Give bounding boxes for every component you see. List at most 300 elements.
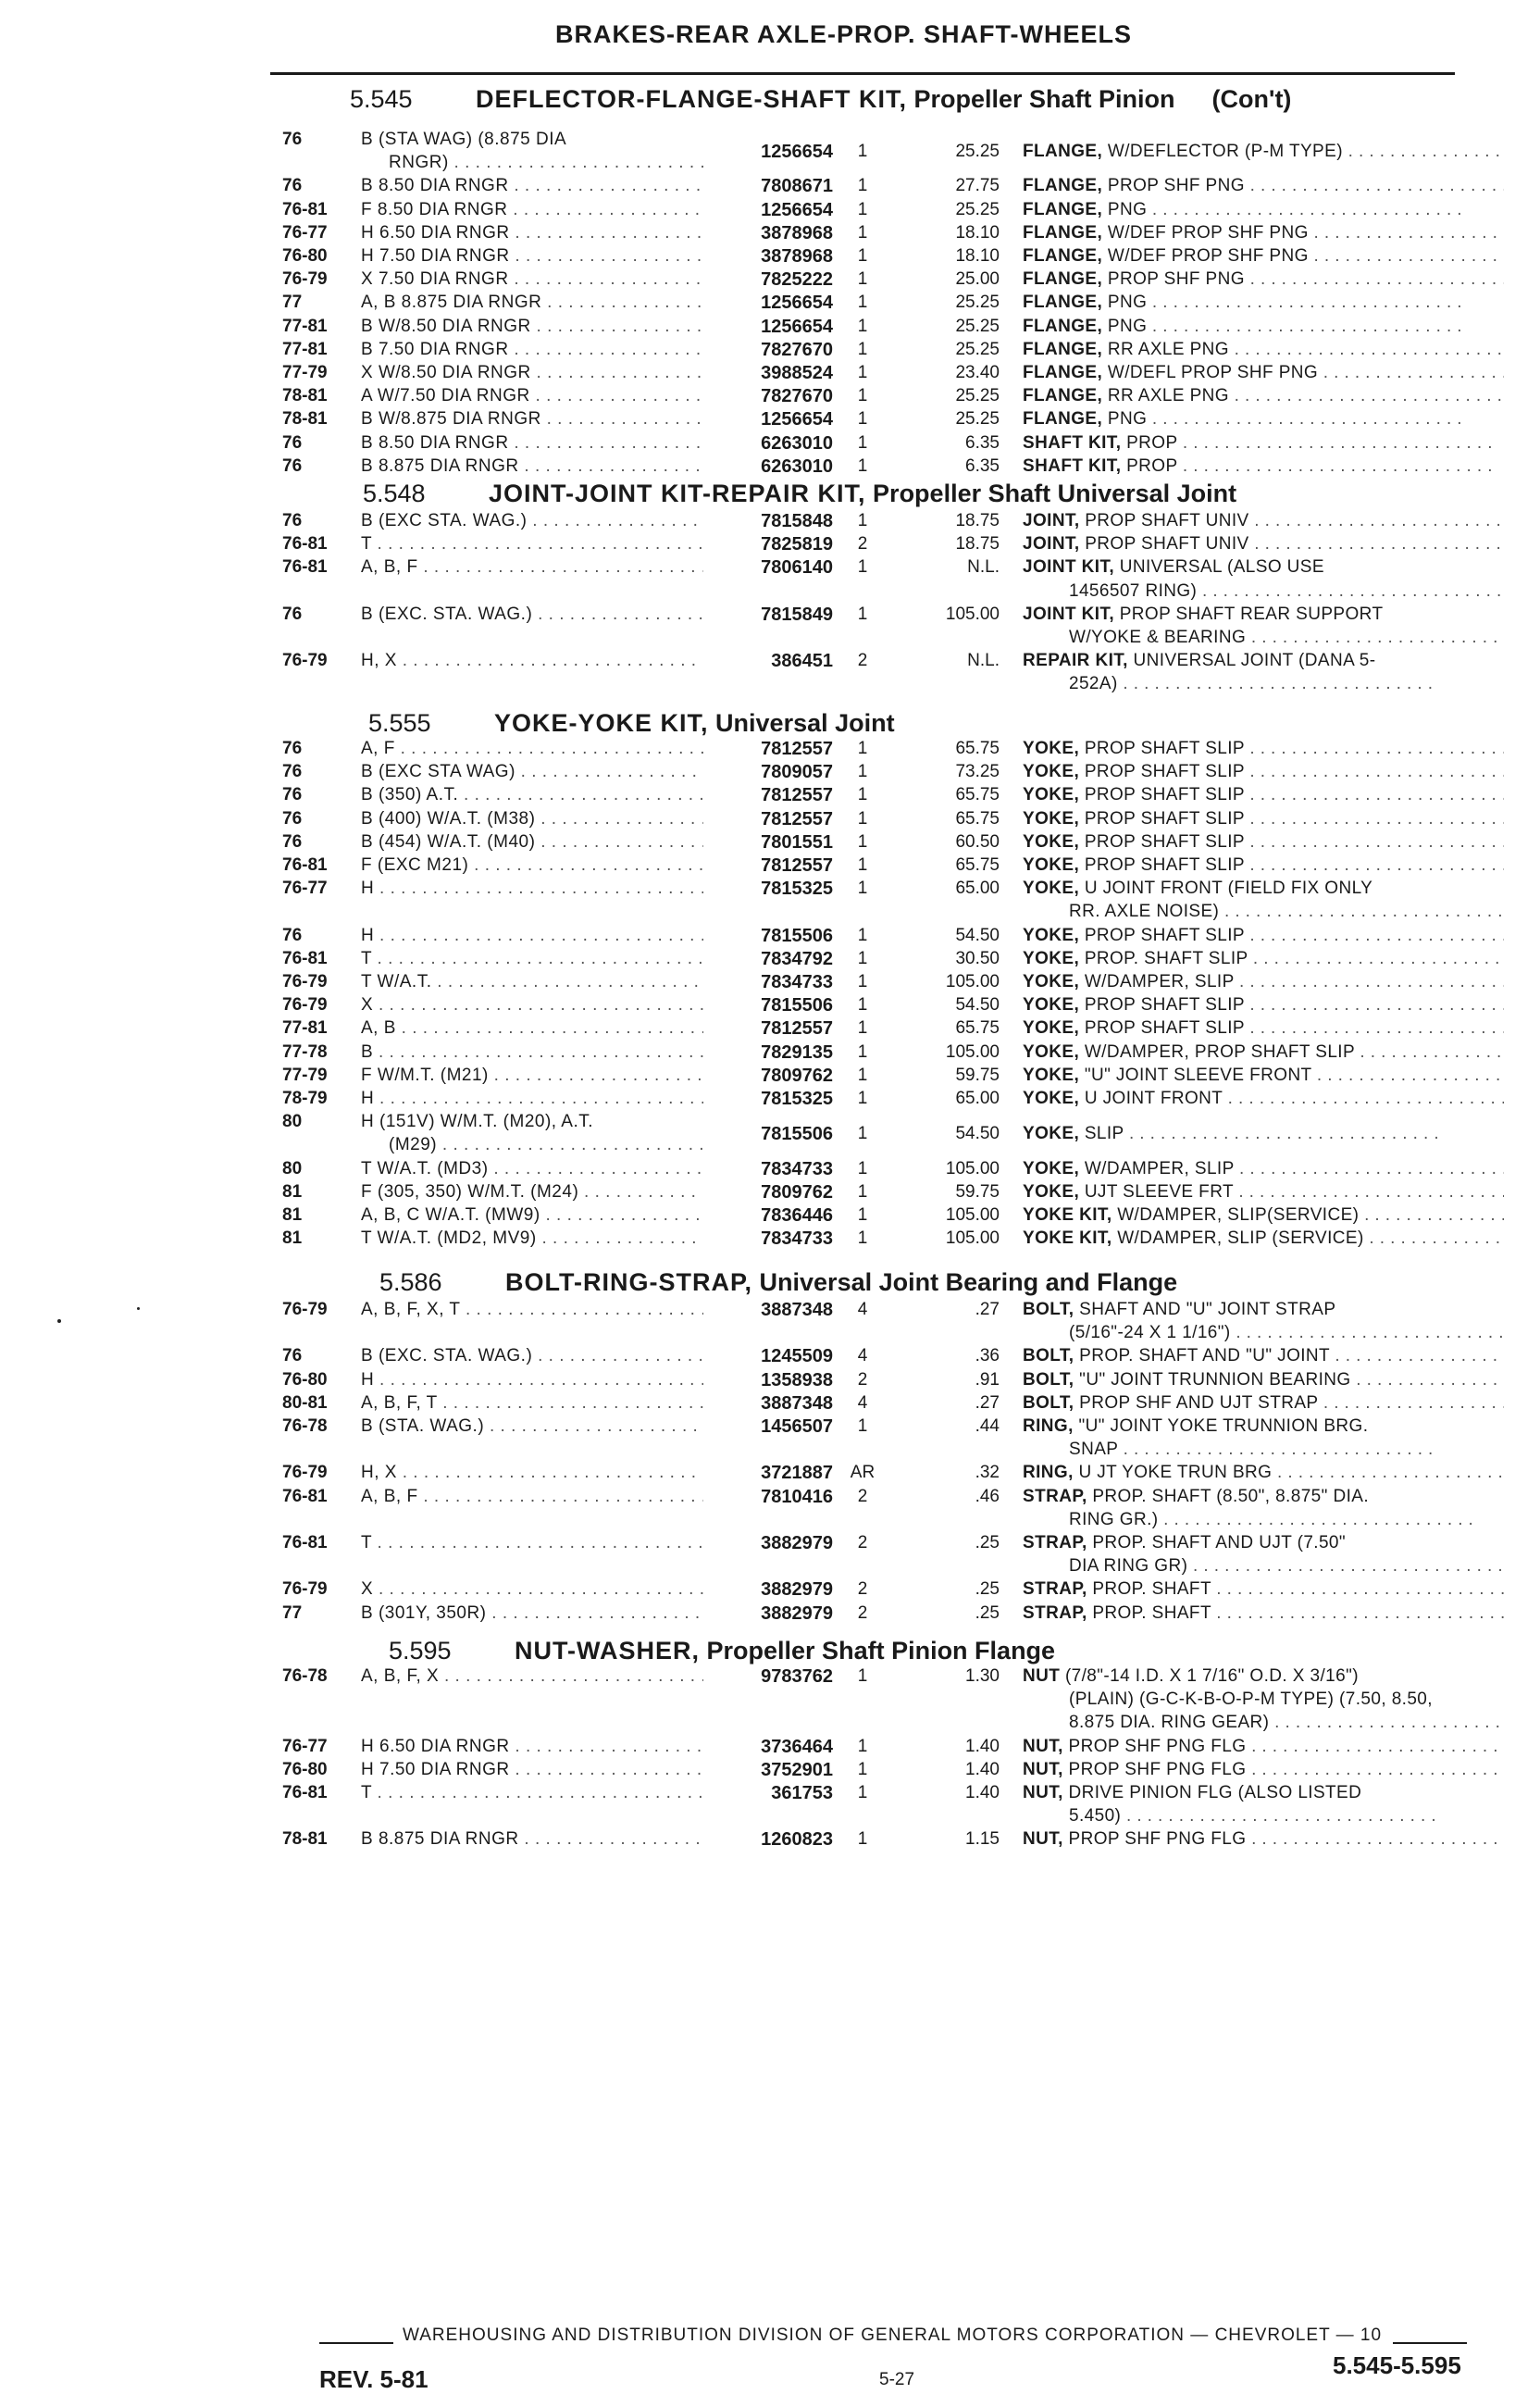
- item-keyword: JOINT KIT,: [1023, 557, 1115, 578]
- item-detail: PROP. SHAFT: [1092, 1579, 1211, 1600]
- part-number: 1256654: [761, 316, 833, 337]
- item-description: [1023, 1042, 1504, 1063]
- application: T . . .: [361, 949, 703, 969]
- quantity: 1: [857, 363, 868, 382]
- model-years: 76: [282, 925, 303, 945]
- part-number: 3882979: [761, 1533, 833, 1553]
- quantity: 1: [857, 222, 868, 243]
- item-description: [1023, 809, 1504, 829]
- quantity: 1: [857, 386, 868, 406]
- section-name: DEFLECTOR-FLANGE-SHAFT KIT,: [476, 85, 907, 113]
- table-row-continued: [0, 1690, 1540, 1712]
- part-number: 361753: [771, 1783, 833, 1803]
- price: 59.75: [955, 1065, 1000, 1085]
- item-description: [1023, 557, 1504, 578]
- item-detail: SHAFT AND "U" JOINT STRAP: [1079, 1300, 1336, 1319]
- section-number: 5.595: [389, 1637, 452, 1665]
- item-description: [1023, 1228, 1504, 1249]
- price: 54.50: [955, 995, 1000, 1016]
- price: N.L.: [967, 651, 1000, 671]
- model-years: 76-81: [282, 948, 328, 968]
- application: F W/M.T. (M21) . . .: [361, 1066, 703, 1086]
- model-years: 76: [282, 432, 303, 453]
- part-number: 1456507: [761, 1416, 833, 1437]
- quantity: 1: [857, 948, 868, 968]
- application: A W/7.50 DIA RNGR . . .: [361, 386, 703, 406]
- item-description: [1023, 1370, 1504, 1390]
- item-keyword: JOINT KIT,: [1023, 604, 1115, 624]
- item-detail-continued: W/YOKE & BEARING . . .: [1069, 628, 1504, 648]
- part-number: 1256654: [761, 293, 833, 314]
- item-detail: PROP SHAFT SLIP: [1084, 739, 1245, 758]
- price: .25: [975, 1602, 1000, 1623]
- quantity: 1: [857, 995, 868, 1016]
- quantity: 2: [857, 1369, 868, 1390]
- model-years: 78-81: [282, 409, 328, 430]
- footer-rule-left: [319, 2342, 393, 2344]
- table-row: [0, 200, 1540, 222]
- price: 25.25: [955, 199, 1000, 219]
- price: 25.25: [955, 141, 1000, 161]
- part-number: 7809762: [761, 1181, 833, 1203]
- price: 105.00: [945, 1205, 1000, 1225]
- table-row: [0, 1182, 1540, 1204]
- item-description: [1023, 1487, 1504, 1507]
- table-row: [0, 456, 1540, 479]
- quantity: 4: [857, 1346, 868, 1366]
- item-keyword: YOKE,: [1023, 1089, 1080, 1108]
- application: X 7.50 DIA RNGR . . .: [361, 269, 703, 290]
- quantity: 1: [857, 557, 868, 578]
- section-range: 5.545-5.595: [1333, 2351, 1461, 2379]
- table-row: [0, 1089, 1540, 1111]
- item-detail: W/DAMPER, SLIP: [1084, 972, 1235, 991]
- quantity: 1: [857, 879, 868, 899]
- quantity: 1: [857, 1158, 868, 1178]
- item-detail: PROP SHAFT SLIP: [1084, 925, 1245, 945]
- part-number: 7815325: [761, 879, 833, 900]
- section-description: Universal Joint: [715, 709, 895, 737]
- item-detail: PROP. SHAFT (8.50", 8.875" DIA.: [1092, 1486, 1370, 1506]
- part-number: 1245509: [761, 1346, 833, 1367]
- section-title: [350, 85, 1291, 114]
- part-number: 3882979: [761, 1579, 833, 1601]
- part-number: 6263010: [761, 432, 833, 454]
- table-row: [0, 1300, 1540, 1322]
- model-years: 76-81: [282, 855, 328, 875]
- price: .27: [975, 1300, 1000, 1319]
- quantity: 1: [857, 141, 868, 161]
- item-detail: PROP SHF AND UJT STRAP: [1079, 1392, 1319, 1413]
- scan-speck: [137, 1307, 140, 1310]
- item-detail: PROP SHAFT UNIV: [1085, 534, 1249, 555]
- application: A, B, F, X . . .: [361, 1666, 703, 1687]
- item-description: [1023, 1737, 1504, 1757]
- price: 27.75: [955, 176, 1000, 196]
- part-number: 3887348: [761, 1300, 833, 1320]
- item-description: [1023, 762, 1504, 782]
- table-row: [0, 1579, 1540, 1602]
- item-detail: PROP. SHAFT SLIP: [1084, 948, 1248, 968]
- price: .46: [975, 1486, 1000, 1506]
- application: T W/A.T. (MD3) . . .: [361, 1159, 703, 1179]
- quantity: 1: [857, 269, 868, 290]
- model-years: 76-79: [282, 995, 328, 1016]
- item-keyword: REPAIR KIT,: [1023, 651, 1128, 671]
- table-row: [0, 1042, 1540, 1065]
- application: B (STA. WAG.) . . .: [361, 1416, 703, 1437]
- table-row: [0, 926, 1540, 948]
- model-years: 76: [282, 739, 303, 758]
- price: 18.10: [955, 246, 1000, 266]
- item-detail: (7/8"-14 I.D. X 1 7/16" O.D. X 3/16"): [1064, 1666, 1359, 1686]
- quantity: 1: [857, 604, 868, 624]
- item-keyword: FLANGE,: [1023, 246, 1103, 266]
- table-row: [0, 1829, 1540, 1852]
- item-keyword: YOKE,: [1023, 739, 1080, 758]
- item-description: [1023, 1666, 1504, 1687]
- application: A, B . . .: [361, 1018, 703, 1039]
- item-description: [1023, 972, 1504, 992]
- price: .25: [975, 1579, 1000, 1600]
- application-continued: RNGR) . . .: [389, 153, 703, 173]
- item-keyword: FLANGE,: [1023, 269, 1103, 290]
- quantity: 1: [857, 1759, 868, 1779]
- price: 65.75: [955, 739, 1000, 758]
- item-keyword: FLANGE,: [1023, 363, 1103, 382]
- table-row: [0, 879, 1540, 901]
- application: B (EXC. STA. WAG.) . . .: [361, 1346, 703, 1366]
- application: X . . .: [361, 995, 703, 1016]
- application-continued: (M29) . . .: [389, 1135, 703, 1155]
- item-detail-continued: 1456507 RING) . . .: [1069, 581, 1504, 602]
- item-description: [1023, 200, 1504, 220]
- item-description: [1023, 651, 1504, 671]
- table-row: [0, 1205, 1540, 1228]
- application: A, B, F . . .: [361, 557, 703, 578]
- table-row: [0, 557, 1540, 580]
- price: 73.25: [955, 762, 1000, 782]
- item-keyword: FLANGE,: [1023, 199, 1103, 219]
- table-row: [0, 1416, 1540, 1439]
- item-keyword: YOKE,: [1023, 1123, 1080, 1143]
- item-keyword: YOKE,: [1023, 831, 1080, 852]
- price: 25.25: [955, 316, 1000, 336]
- part-number: 7834733: [761, 1228, 833, 1250]
- application: A, B, F . . .: [361, 1487, 703, 1507]
- section-name: NUT-WASHER,: [515, 1637, 700, 1665]
- item-keyword: RING,: [1023, 1463, 1074, 1483]
- item-description: [1023, 995, 1504, 1016]
- item-keyword: FLANGE,: [1023, 293, 1103, 313]
- quantity: 1: [857, 1089, 868, 1108]
- item-description: [1023, 317, 1504, 337]
- item-detail: W/DAMPER, SLIP (SERVICE): [1117, 1228, 1364, 1249]
- part-number: 7808671: [761, 176, 833, 197]
- item-keyword: BOLT,: [1023, 1392, 1074, 1413]
- item-detail: SLIP: [1084, 1123, 1124, 1143]
- item-detail-continued: 8.875 DIA. RING GEAR) . . .: [1069, 1713, 1504, 1733]
- quantity: 1: [857, 339, 868, 359]
- item-detail: DRIVE PINION FLG (ALSO LISTED: [1068, 1783, 1362, 1802]
- table-row: [0, 949, 1540, 971]
- price: 105.00: [945, 1228, 1000, 1249]
- item-keyword: STRAP,: [1023, 1579, 1087, 1600]
- price: 1.15: [965, 1829, 1000, 1850]
- price: 54.50: [955, 1123, 1000, 1143]
- model-years: 76: [282, 1346, 303, 1366]
- table-row: [0, 1018, 1540, 1041]
- item-description: [1023, 386, 1504, 406]
- model-years: 76: [282, 130, 303, 149]
- item-keyword: YOKE,: [1023, 1018, 1080, 1039]
- item-keyword: YOKE,: [1023, 1158, 1080, 1178]
- table-row: [0, 972, 1540, 994]
- model-years: 76-79: [282, 972, 328, 991]
- model-years: 76-81: [282, 557, 328, 578]
- quantity: 1: [857, 1065, 868, 1085]
- application: H 6.50 DIA RNGR . . .: [361, 1737, 703, 1757]
- model-years: 76: [282, 176, 303, 196]
- item-detail: UJT SLEEVE FRT: [1084, 1181, 1234, 1202]
- item-keyword: YOKE,: [1023, 762, 1080, 782]
- item-description: [1023, 1205, 1504, 1226]
- price: 25.00: [955, 269, 1000, 290]
- application: X . . .: [361, 1579, 703, 1600]
- table-row: [0, 605, 1540, 627]
- item-description: [1023, 1393, 1504, 1414]
- price: 1.40: [965, 1736, 1000, 1756]
- application: H . . .: [361, 879, 703, 899]
- section-description: Propeller Shaft Pinion Flange: [706, 1637, 1056, 1665]
- model-years: 76: [282, 604, 303, 624]
- quantity: 1: [857, 199, 868, 219]
- item-description: [1023, 785, 1504, 805]
- footer-rule-right: [1393, 2342, 1467, 2344]
- application: H 6.50 DIA RNGR . . .: [361, 223, 703, 243]
- price: 65.75: [955, 1018, 1000, 1039]
- item-detail-continued: (PLAIN) (G-C-K-B-O-P-M TYPE) (7.50, 8.50,: [1069, 1690, 1433, 1710]
- price: 60.50: [955, 831, 1000, 852]
- part-number: 7827670: [761, 386, 833, 407]
- part-number: 3887348: [761, 1392, 833, 1414]
- quantity: 1: [857, 1736, 868, 1756]
- item-detail: PROP SHAFT SLIP: [1084, 785, 1245, 805]
- table-row: [0, 1487, 1540, 1509]
- item-keyword: SHAFT KIT,: [1023, 455, 1122, 476]
- item-keyword: FLANGE,: [1023, 409, 1103, 430]
- model-years: 76: [282, 785, 303, 805]
- application: H, X . . .: [361, 1463, 703, 1483]
- quantity: 1: [857, 176, 868, 196]
- quantity: 1: [857, 1783, 868, 1802]
- application: H 7.50 DIA RNGR . . .: [361, 246, 703, 267]
- header-rule: [270, 72, 1455, 75]
- item-detail-continued: SNAP . . .: [1069, 1440, 1504, 1460]
- section-number: 5.586: [379, 1268, 442, 1296]
- item-detail: "U" JOINT TRUNNION BEARING: [1079, 1369, 1351, 1390]
- application: A, B, C W/A.T. (MW9) . . .: [361, 1205, 703, 1226]
- table-row: [0, 832, 1540, 854]
- section-title: [389, 1637, 1055, 1665]
- item-detail: UNIVERSAL JOINT (DANA 5-: [1133, 651, 1376, 671]
- section-number: 5.548: [363, 480, 426, 507]
- model-years: 76: [282, 511, 303, 530]
- price: N.L.: [967, 557, 1000, 578]
- application: B 7.50 DIA RNGR . . .: [361, 340, 703, 360]
- model-years: 80: [282, 1158, 303, 1178]
- model-years: 76: [282, 808, 303, 829]
- application: B W/8.50 DIA RNGR . . .: [361, 317, 703, 337]
- section-title: [368, 709, 895, 738]
- item-detail: W/DEF PROP SHF PNG: [1107, 222, 1309, 243]
- model-years: 77: [282, 1602, 303, 1623]
- item-detail-continued: RR. AXLE NOISE) . . .: [1069, 902, 1504, 922]
- table-row: [0, 1159, 1540, 1181]
- price: 65.75: [955, 855, 1000, 875]
- part-number: 386451: [771, 651, 833, 672]
- item-detail: PROP SHF PNG FLG: [1068, 1736, 1247, 1756]
- table-row: [0, 1463, 1540, 1485]
- part-number: 7834733: [761, 1158, 833, 1179]
- quantity: 1: [857, 831, 868, 852]
- quantity: 2: [857, 534, 868, 555]
- table-row: [0, 1112, 1540, 1144]
- part-number: 7815848: [761, 511, 833, 531]
- item-detail: W/DAMPER, SLIP(SERVICE): [1117, 1205, 1360, 1225]
- table-row: [0, 176, 1540, 198]
- item-detail-continued: RING GR.) . . .: [1069, 1510, 1504, 1530]
- model-years: 76: [282, 762, 303, 782]
- quantity: 1: [857, 972, 868, 991]
- application: A, B, F, T . . .: [361, 1393, 703, 1414]
- item-detail-continued: 5.450) . . .: [1069, 1806, 1504, 1827]
- application: H . . .: [361, 1089, 703, 1109]
- application: B (EXC STA. WAG.) . . .: [361, 511, 703, 531]
- part-number: 7812557: [761, 808, 833, 829]
- price: 65.75: [955, 808, 1000, 829]
- model-years: 76: [282, 831, 303, 852]
- part-number: 3736464: [761, 1736, 833, 1757]
- item-detail: PROP SHAFT SLIP: [1084, 808, 1245, 829]
- quantity: 1: [857, 925, 868, 945]
- item-description: [1023, 1300, 1504, 1320]
- table-row: [0, 1783, 1540, 1805]
- table-row: [0, 386, 1540, 408]
- item-description: [1023, 926, 1504, 946]
- item-keyword: YOKE,: [1023, 808, 1080, 829]
- page-number: 5-27: [879, 2370, 915, 2389]
- table-row-continued: [0, 1440, 1540, 1462]
- table-row: [0, 785, 1540, 807]
- model-years: 77-78: [282, 1041, 328, 1062]
- table-row: [0, 409, 1540, 431]
- application: B 8.875 DIA RNGR . . .: [361, 1829, 703, 1850]
- item-detail: "U" JOINT YOKE TRUNNION BRG.: [1078, 1416, 1369, 1436]
- model-years: 80-81: [282, 1392, 328, 1413]
- application: F (EXC M21) . . .: [361, 855, 703, 876]
- item-keyword: STRAP,: [1023, 1602, 1087, 1623]
- application: T W/A.T. (MD2, MV9) . . .: [361, 1228, 703, 1249]
- price: .44: [975, 1416, 1000, 1436]
- quantity: 1: [857, 432, 868, 453]
- price: 6.35: [965, 432, 1000, 453]
- table-row: [0, 433, 1540, 455]
- item-description: [1023, 409, 1504, 430]
- item-description: [1023, 1463, 1504, 1483]
- application: B 8.50 DIA RNGR . . .: [361, 176, 703, 196]
- model-years: 76-80: [282, 246, 328, 266]
- item-keyword: YOKE,: [1023, 972, 1080, 991]
- application: A, F . . .: [361, 739, 703, 759]
- model-years: 76-81: [282, 534, 328, 555]
- application: B . . .: [361, 1042, 703, 1063]
- quantity: 2: [857, 651, 868, 671]
- item-detail: PROP: [1126, 455, 1178, 476]
- application: B (301Y, 350R) . . .: [361, 1603, 703, 1624]
- part-number: 7825819: [761, 534, 833, 555]
- part-number: 3752901: [761, 1759, 833, 1780]
- application: H . . .: [361, 926, 703, 946]
- item-keyword: YOKE KIT,: [1023, 1228, 1112, 1249]
- quantity: 4: [857, 1392, 868, 1413]
- price: .32: [975, 1463, 1000, 1483]
- quantity: AR: [850, 1463, 876, 1483]
- quantity: 1: [857, 1666, 868, 1686]
- item-detail: W/DEFL PROP SHF PNG: [1107, 363, 1319, 382]
- item-description: [1023, 456, 1504, 477]
- table-row-continued: [0, 1510, 1540, 1532]
- page-header: BRAKES-REAR AXLE-PROP. SHAFT-WHEELS: [555, 20, 1133, 48]
- item-description: [1023, 433, 1504, 454]
- application: T . . .: [361, 1783, 703, 1803]
- item-keyword: YOKE,: [1023, 995, 1080, 1016]
- item-keyword: YOKE,: [1023, 1181, 1080, 1202]
- quantity: 1: [857, 293, 868, 313]
- price: 1.40: [965, 1783, 1000, 1802]
- item-keyword: NUT,: [1023, 1829, 1063, 1850]
- model-years: 76-81: [282, 1783, 328, 1802]
- price: 6.35: [965, 455, 1000, 476]
- quantity: 2: [857, 1602, 868, 1623]
- item-detail: "U" JOINT SLEEVE FRONT: [1084, 1065, 1312, 1085]
- item-keyword: YOKE,: [1023, 879, 1080, 899]
- quantity: 1: [857, 808, 868, 829]
- table-row-continued: [0, 902, 1540, 924]
- table-row-continued: [0, 1135, 1540, 1157]
- item-keyword: FLANGE,: [1023, 339, 1103, 359]
- item-description: [1023, 832, 1504, 853]
- application: B (EXC. STA. WAG.) . . .: [361, 605, 703, 625]
- part-number: 3721887: [761, 1463, 833, 1484]
- quantity: 1: [857, 409, 868, 430]
- price: 65.00: [955, 1089, 1000, 1108]
- item-description: [1023, 293, 1504, 313]
- part-number: 7812557: [761, 785, 833, 806]
- quantity: 1: [857, 762, 868, 782]
- item-description: [1023, 605, 1504, 625]
- item-detail: PROP SHF PNG: [1107, 269, 1245, 290]
- item-detail: PNG: [1107, 316, 1148, 336]
- part-number: 1260823: [761, 1829, 833, 1851]
- item-detail: PROP SHAFT UNIV: [1085, 511, 1249, 530]
- model-years: 76-78: [282, 1666, 328, 1686]
- item-description: [1023, 511, 1504, 531]
- table-row: [0, 269, 1540, 292]
- item-keyword: YOKE,: [1023, 785, 1080, 805]
- part-number: 7809762: [761, 1065, 833, 1086]
- item-detail: W/DAMPER, PROP SHAFT SLIP: [1084, 1041, 1355, 1062]
